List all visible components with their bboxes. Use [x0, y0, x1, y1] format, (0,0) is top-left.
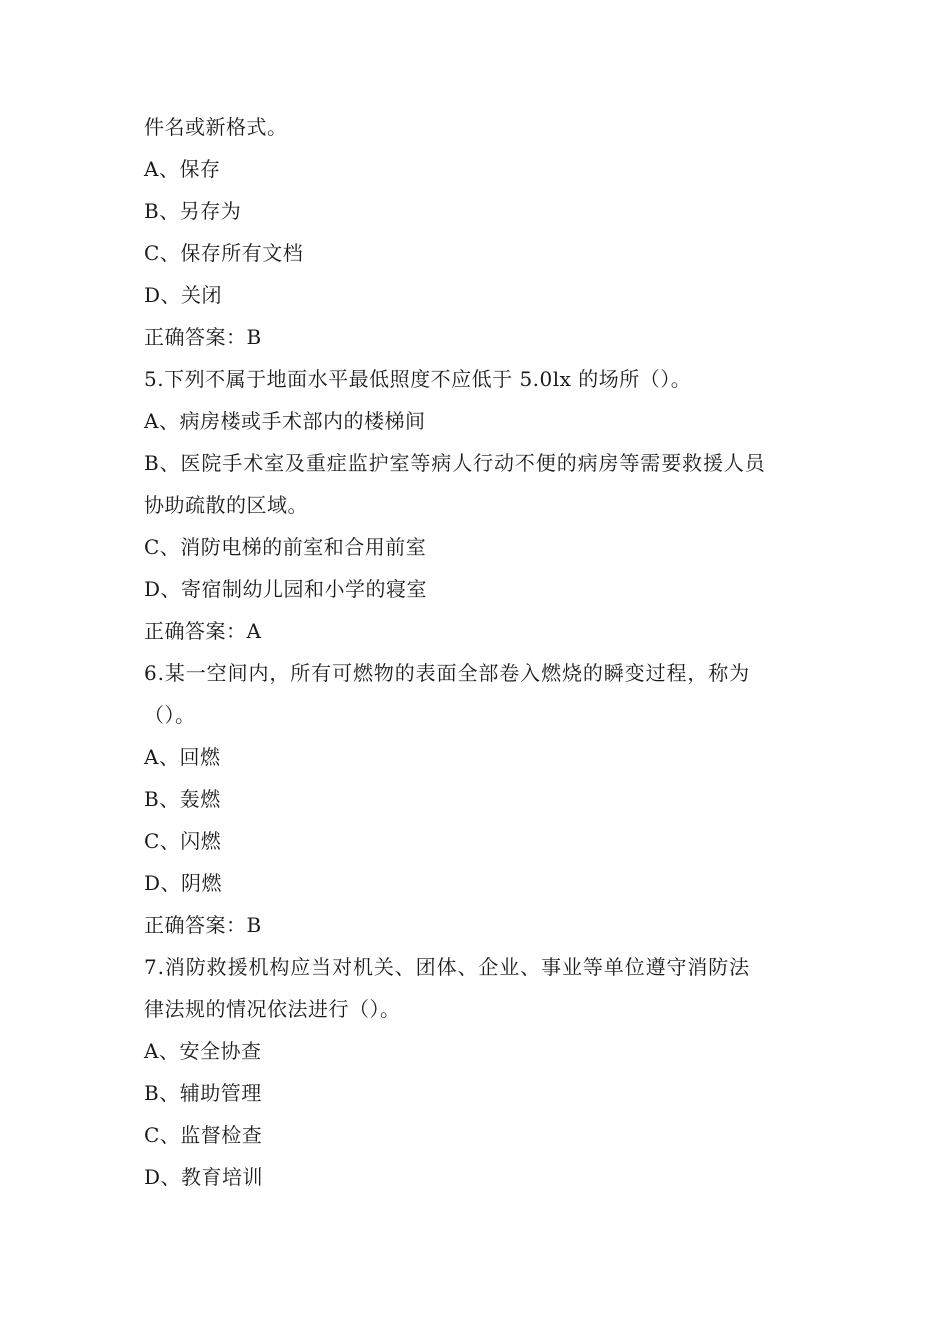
- question-4-option-a: A、保存: [144, 157, 221, 181]
- question-6-stem-continued: （）。: [144, 703, 196, 727]
- question-7-option-b: B、辅助管理: [144, 1081, 262, 1105]
- question-5-option-b: B、医院手术室及重症监护室等病人行动不便的病房等需要救援人员: [144, 451, 766, 475]
- question-5-option-c: C、消防电梯的前室和合用前室: [144, 535, 427, 559]
- question-4-option-b: B、另存为: [144, 199, 242, 223]
- document-body: [144, 106, 814, 1198]
- question-7-option-a: A、安全协查: [144, 1039, 262, 1063]
- question-7-stem-continued: 律法规的情况依法进行（）。: [144, 997, 401, 1021]
- question-6-option-b: B、轰燃: [144, 787, 221, 811]
- question-7-option-d: D、教育培训: [144, 1165, 264, 1189]
- question-5-answer: 正确答案：A: [144, 619, 262, 643]
- question-6-option-a: A、回燃: [144, 745, 221, 769]
- question-4-option-d: D、关闭: [144, 283, 223, 307]
- question-4-option-c: C、保存所有文档: [144, 241, 304, 265]
- question-5-option-b-continued: 协助疏散的区域。: [144, 493, 308, 517]
- question-6-option-c: C、闪燃: [144, 829, 222, 853]
- question-6-option-d: D、阴燃: [144, 871, 223, 895]
- question-5-option-d: D、寄宿制幼儿园和小学的寝室: [144, 577, 428, 601]
- question-6-answer: 正确答案：B: [144, 913, 262, 937]
- question-4-answer: 正确答案：B: [144, 325, 262, 349]
- question-4-stem-tail: 件名或新格式。: [144, 115, 288, 139]
- question-6-stem: 6.某一空间内，所有可燃物的表面全部卷入燃烧的瞬变过程，称为: [144, 661, 751, 685]
- question-7-stem: 7.消防救援机构应当对机关、团体、企业、事业等单位遵守消防法: [144, 955, 751, 979]
- question-7-option-c: C、监督检查: [144, 1123, 263, 1147]
- question-5-option-a: A、病房楼或手术部内的楼梯间: [144, 409, 426, 433]
- question-5-stem: 5.下列不属于地面水平最低照度不应低于 5.0lx 的场所（）。: [144, 367, 692, 391]
